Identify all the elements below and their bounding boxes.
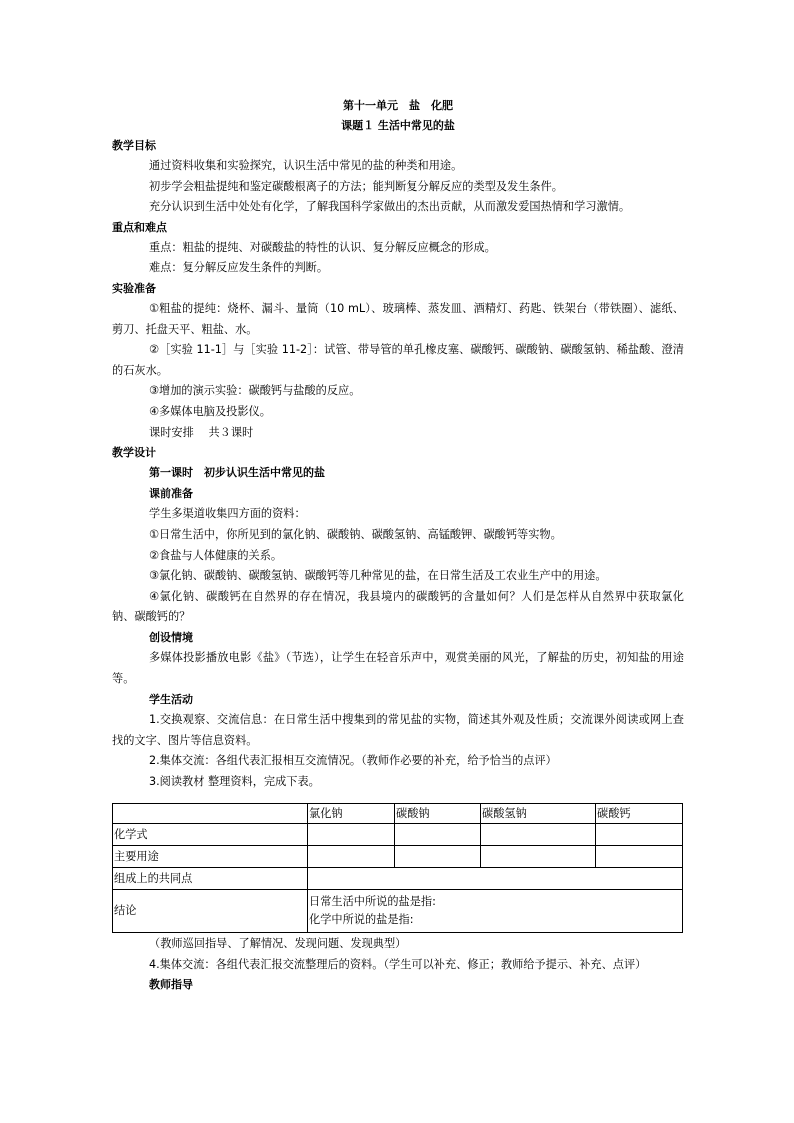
preclass-item: ①日常生活中，你所见到的氯化钠、碳酸钠、碳酸氢钠、高锰酸钾、碳酸钙等实物。 <box>149 527 562 541</box>
goal-item: 初步学会粗盐提纯和鉴定碳酸根离子的方法；能判断复分解反应的类型及发生条件。 <box>149 179 563 193</box>
table-header <box>113 804 308 824</box>
activity-item: 3.阅读教材 整理资料，完成下表。 <box>149 775 320 789</box>
goal-item: 充分认识到生活中处处有化学，了解我国科学家做出的杰出贡献，从而激发爱国热情和学习激情。 <box>149 200 631 214</box>
unit-title: 第十一单元 盐 化肥 <box>343 99 453 112</box>
table-cell <box>308 868 683 890</box>
document-page <box>112 96 684 793</box>
activity-item: 4.集体交流：各组代表汇报交流整理后的资料。（学生可以补充、修正；教师给予提示、补充、点评） <box>149 957 647 971</box>
prep-item: ①粗盐的提纯：烧杯、漏斗、量筒（10 mL）、玻璃棒、蒸发皿、酒精灯、药匙、铁架台（带铁圈）、滤纸、剪刀、托盘天平、粗盐、水。 <box>112 301 684 336</box>
row-label: 结论 <box>113 890 308 933</box>
preclass-item: ④氯化钠、碳酸钙在自然界的存在情况，我县境内的碳酸钙的含量如何？人们是怎样从自然界中获取氯化钠、碳酸钙的？ <box>112 589 684 624</box>
teacher-note: （教师巡回指导、了解情况、发现问题、发现典型） <box>149 937 407 950</box>
key-point: 难点：复分解反应发生条件的判断。 <box>149 261 329 275</box>
table-row <box>113 890 683 933</box>
preclass-item: ②食盐与人体健康的关系。 <box>149 548 283 562</box>
conclusion-cell <box>308 890 683 933</box>
first-lesson-heading: 第一课时 初步认识生活中常见的盐 <box>149 466 325 480</box>
table-header-row <box>113 804 683 824</box>
scenario-heading: 创设情境 <box>149 630 193 644</box>
activity-item: 1.交换观察、交流信息：在日常生活中搜集到的常见盐的实物，简述其外观及性质；交流课外阅读或网上查找的文字、图片等信息资料。 <box>112 713 684 747</box>
table-row <box>113 868 683 890</box>
activity-heading: 学生活动 <box>149 692 193 706</box>
table-cell <box>308 824 395 846</box>
row-label: 组成上的共同点 <box>113 868 308 890</box>
conclusion-line: 化学中所说的盐是指: <box>309 913 414 926</box>
goals-heading: 教学目标 <box>112 139 156 152</box>
scenario-text: 多媒体投影播放电影《盐》（节选），让学生在轻音乐声中，观赏美丽的风光，了解盐的历史，初知盐的用途等。 <box>112 651 684 686</box>
table-cell <box>308 846 395 868</box>
table-cell <box>481 846 596 868</box>
design-heading: 教学设计 <box>112 446 156 460</box>
table-cell <box>481 824 596 846</box>
table-header: 氯化钠 <box>308 804 395 824</box>
table-row <box>113 846 683 868</box>
table-header: 碳酸钠 <box>395 804 481 824</box>
row-label: 化学式 <box>113 824 308 846</box>
schedule: 课时安排 共３课时 <box>149 425 254 439</box>
preclass-intro: 学生多渠道收集四方面的资料： <box>149 507 306 521</box>
salt-table <box>112 803 683 933</box>
key-heading: 重点和难点 <box>112 220 167 234</box>
conclusion-line: 日常生活中所说的盐是指: <box>309 895 436 908</box>
table-cell <box>395 824 481 846</box>
table-row <box>113 824 683 846</box>
table-header: 碳酸氢钠 <box>481 804 596 824</box>
table-cell <box>596 824 683 846</box>
after-table-section <box>112 934 684 996</box>
prep-item: ④多媒体电脑及投影仪。 <box>149 404 271 418</box>
key-point: 重点：粗盐的提纯、对碳酸盐的特性的认识、复分解反应概念的形成。 <box>149 240 496 254</box>
table-header: 碳酸钙 <box>596 804 683 824</box>
preclass-heading: 课前准备 <box>149 486 193 500</box>
prep-item: ③增加的演示实验：碳酸钙与盐酸的反应。 <box>149 384 361 398</box>
teacher-heading: 教师指导 <box>149 978 193 992</box>
activity-item: 2.集体交流：各组代表汇报相互交流情况。（教师作必要的补充，给予恰当的点评） <box>149 754 557 768</box>
prep-heading: 实验准备 <box>112 281 156 295</box>
preclass-item: ③氯化钠、碳酸钠、碳酸氢钠、碳酸钙等几种常见的盐，在日常生活及工农业生产中的用途。 <box>149 569 607 583</box>
lesson-title: 课题１ 生活中常见的盐 <box>341 119 455 132</box>
goal-item: 通过资料收集和实验探究，认识生活中常见的盐的种类和用途。 <box>149 159 463 172</box>
prep-item: ②［实验 11-1］与［实验 11-2］：试管、带导管的单孔橡皮塞、碳酸钙、碳酸钠、碳酸氢钠、稀盐酸、澄清的石灰水。 <box>112 343 684 377</box>
table-cell <box>395 846 481 868</box>
table-cell <box>596 846 683 868</box>
row-label: 主要用途 <box>113 846 308 868</box>
